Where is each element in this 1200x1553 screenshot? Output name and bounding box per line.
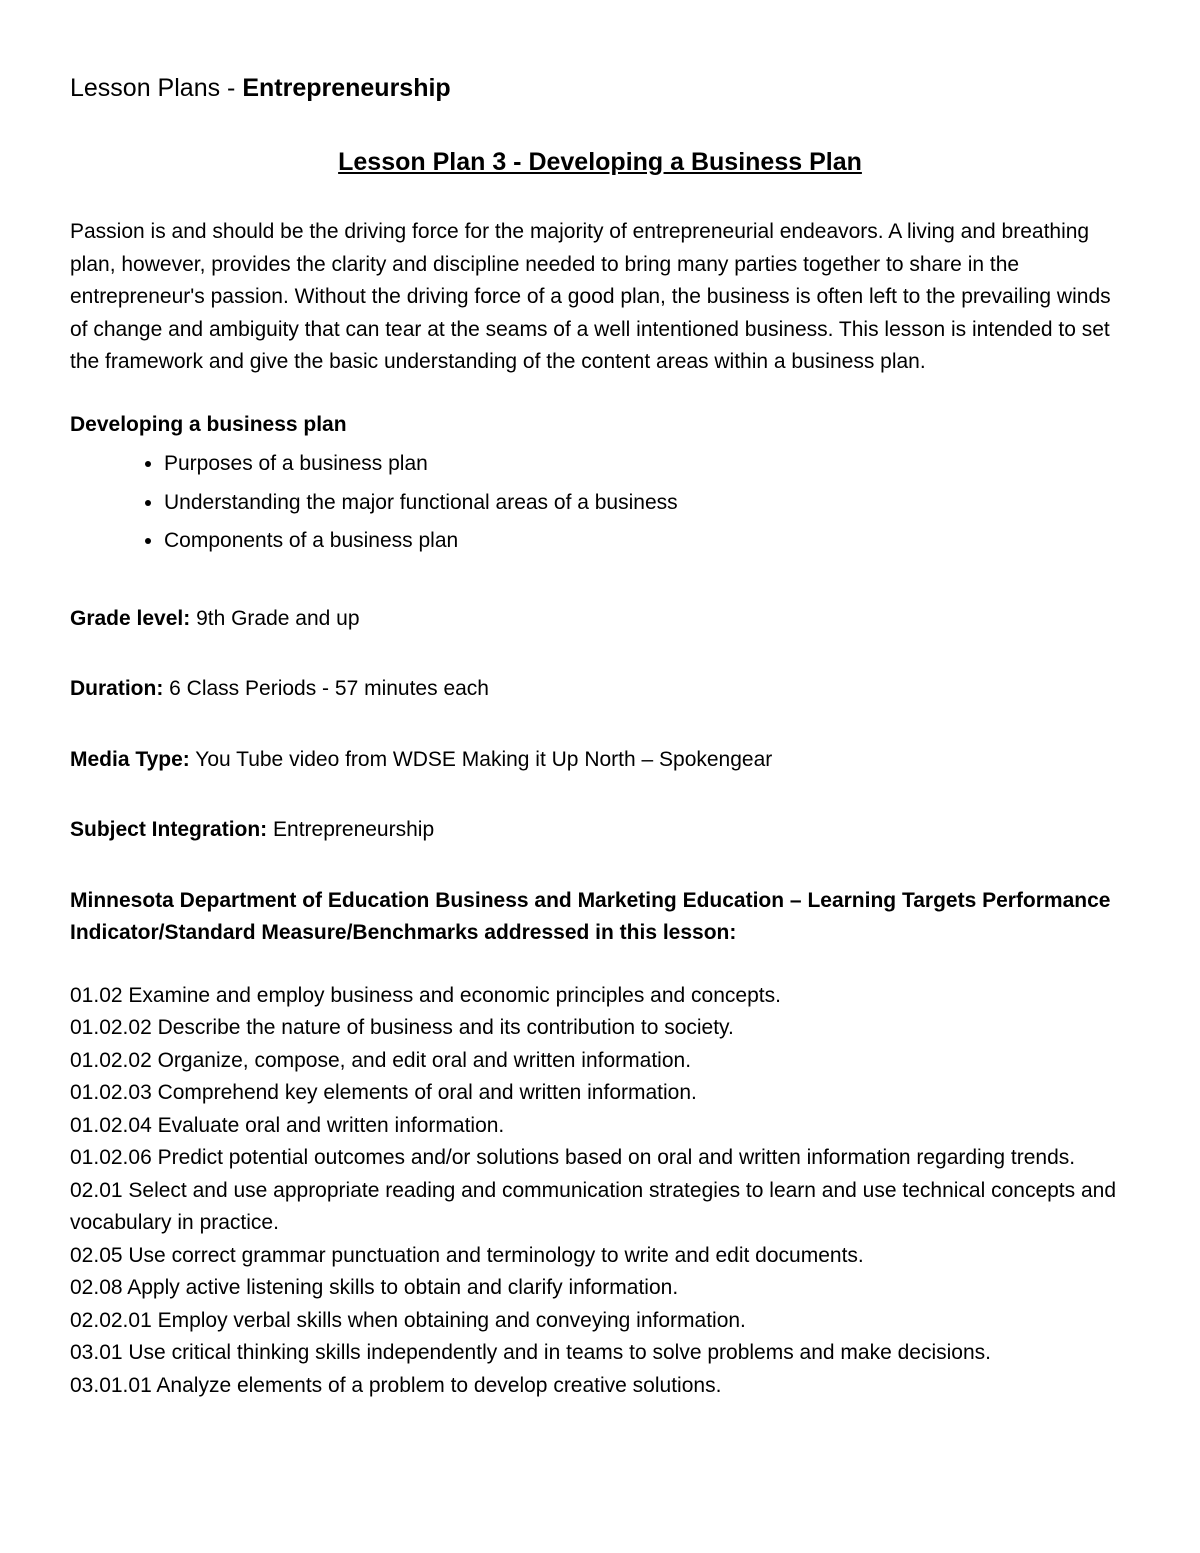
- developing-plan-list: [70, 445, 1130, 561]
- list-item: 01.02.04 Evaluate oral and written information.: [70, 1113, 505, 1137]
- lesson-intro-paragraph: Passion is and should be the driving force for the majority of entrepreneurial endeavors. A living and breathing plan, however, provides the clarity and discipline needed to bring many parties together to share in the entrepreneur's passion. Without the driving force of a good plan, the business is often left to the prevailing winds of change and ambiguity that can tear at the seams of a well intentioned business. This lesson is intended to set the framework and give the basic understanding of the content areas within a business plan.: [70, 220, 1111, 373]
- duration-label: Duration:: [70, 677, 164, 700]
- list-item: 03.01 Use critical thinking skills independently and in teams to solve problems and make decisions.: [70, 1341, 991, 1364]
- document-title: [70, 70, 1130, 106]
- list-item: 01.02 Examine and employ business and economic principles and concepts.: [70, 983, 781, 1007]
- lesson-heading: Lesson Plan 3 - Developing a Business Plan: [338, 148, 862, 176]
- list-item: • Purposes of a business plan: [164, 445, 1130, 484]
- list-item: 02.01 Select and use appropriate reading and communication strategies to learn and use technical concepts and vocabulary in practice.: [70, 1178, 1117, 1234]
- document-title-subject: Entrepreneurship: [242, 74, 451, 102]
- subject-integration-line: [70, 814, 1130, 847]
- grade-level-value: 9th Grade and up: [190, 606, 360, 630]
- standards-list: [70, 980, 1130, 1403]
- list-item: 01.02.02 Organize, compose, and edit oral and written information.: [70, 1048, 692, 1072]
- duration-line: [70, 673, 1130, 706]
- media-type-label: Media Type:: [70, 747, 190, 771]
- list-item: 02.02.01 Employ verbal skills when obtaining and conveying information.: [70, 1308, 746, 1332]
- list-item: 03.01.01 Analyze elements of a problem to develop creative solutions.: [70, 1373, 722, 1397]
- developing-plan-heading: Developing a business plan: [70, 412, 347, 436]
- list-item: 01.02.02 Describe the nature of business and its contribution to society.: [70, 1016, 734, 1039]
- list-item: • Understanding the major functional areas of a business: [164, 484, 1130, 523]
- list-item: • Components of a business plan: [164, 522, 1130, 561]
- media-type-line: [70, 744, 1130, 777]
- standards-heading: Minnesota Department of Education Business and Marketing Education – Learning Targets Performance Indicator/Standard Measure/Benchmarks addressed in this lesson:: [70, 888, 1111, 944]
- grade-level-line: [70, 603, 1130, 636]
- list-item: 02.08 Apply active listening skills to obtain and clarify information.: [70, 1276, 679, 1299]
- document-page: [70, 70, 1130, 1402]
- grade-level-label: Grade level:: [70, 606, 191, 630]
- document-title-prefix: Lesson Plans -: [70, 74, 243, 102]
- list-item: 01.02.03 Comprehend key elements of oral and written information.: [70, 1081, 697, 1104]
- subject-integration-value: Entrepreneurship: [267, 818, 435, 841]
- duration-value: 6 Class Periods - 57 minutes each: [163, 677, 489, 700]
- subject-integration-label: Subject Integration:: [70, 818, 268, 841]
- list-item: 02.05 Use correct grammar punctuation and terminology to write and edit documents.: [70, 1243, 864, 1267]
- list-item: 01.02.06 Predict potential outcomes and/or solutions based on oral and written information regarding trends.: [70, 1146, 1076, 1169]
- media-type-value: You Tube video from WDSE Making it Up North – Spokengear: [189, 747, 773, 771]
